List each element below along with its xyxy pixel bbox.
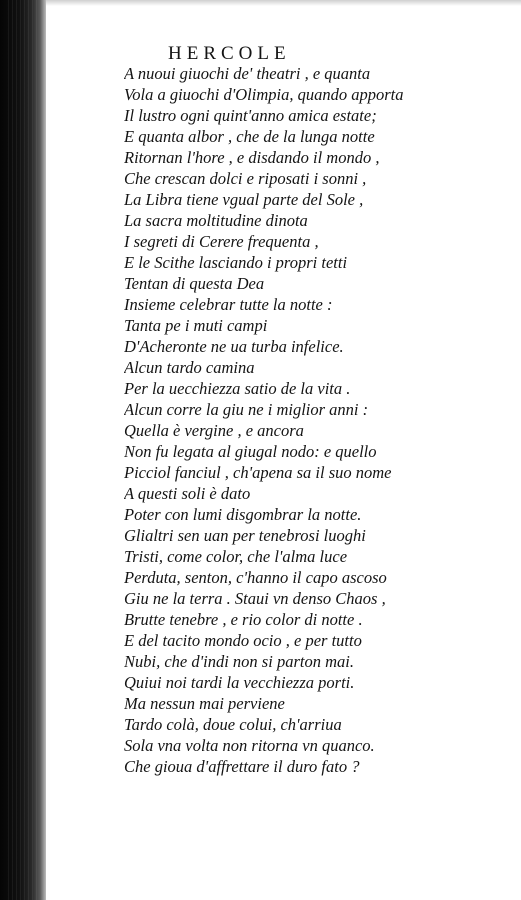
- verse-line: E quanta albor , che de la lunga notte: [124, 127, 375, 146]
- verse-line: Ma nessun mai perviene: [124, 694, 285, 713]
- verse-line: Nubi, che d'indi non si parton mai.: [124, 652, 354, 671]
- verse-line: Poter con lumi disgombrar la notte.: [124, 505, 362, 524]
- verse-line: Picciol fanciul , ch'apena sa il suo nome: [124, 463, 392, 482]
- book-binding-edge: [0, 0, 46, 900]
- verse-line: Vola a giuochi d'Olimpia, quando apporta: [124, 85, 404, 104]
- running-header: HERCOLE: [168, 43, 291, 64]
- verse-line: Tardo colà, doue colui, ch'arriua: [124, 715, 342, 734]
- verse-line: Quella è vergine , e ancora: [124, 421, 304, 440]
- verse-line: Che crescan dolci e riposati i sonni ,: [124, 169, 367, 188]
- book-page: [46, 0, 521, 900]
- verse-line: Quiui noi tardi la vecchiezza porti.: [124, 673, 355, 692]
- verse-line: Il lustro ogni quint'anno amica estate;: [124, 106, 377, 125]
- verse-line: Giu ne la terra . Staui vn denso Chaos ,: [124, 589, 386, 608]
- verse-line: I segreti di Cerere frequenta ,: [124, 232, 319, 251]
- verse-line: A questi soli è dato: [124, 484, 251, 503]
- page-edges-texture: [8, 0, 38, 900]
- verse-line: D'Acheronte ne ua turba infelice.: [124, 337, 344, 356]
- verse-line: Alcun corre la giu ne i miglior anni :: [124, 400, 369, 419]
- verse-line: Tanta pe i muti campi: [124, 316, 268, 335]
- verse-line: A nuoui giuochi de' theatri , e quanta: [124, 64, 371, 83]
- verse-line: Per la uecchiezza satio de la vita .: [124, 379, 351, 398]
- verse-line: Alcun tardo camina: [124, 358, 255, 377]
- verse-line: E le Scithe lasciando i propri tetti: [124, 253, 348, 272]
- verse-line: Glialtri sen uan per tenebrosi luoghi: [124, 526, 366, 545]
- verse-line: Tristi, come color, che l'alma luce: [124, 547, 348, 566]
- verse-line: La sacra moltitudine dinota: [124, 211, 308, 230]
- verse-line: Ritornan l'hore , e disdando il mondo ,: [124, 148, 380, 167]
- verse-line: La Libra tiene vgual parte del Sole ,: [124, 190, 364, 209]
- verse-line: Che gioua d'affrettare il duro fato ?: [124, 757, 360, 776]
- verse-line: Perduta, senton, c'hanno il capo ascoso: [124, 568, 387, 587]
- verse-line: Sola vna volta non ritorna vn quanco.: [124, 736, 375, 755]
- verse-list: [124, 63, 519, 777]
- verse-line: Tentan di questa Dea: [124, 274, 265, 293]
- verse-line: Insieme celebrar tutte la notte :: [124, 295, 333, 314]
- verse-line: Brutte tenebre , e rio color di notte .: [124, 610, 363, 629]
- verse-line: E del tacito mondo ocio , e per tutto: [124, 631, 362, 650]
- verse-line: Non fu legata al giugal nodo: e quello: [124, 442, 377, 461]
